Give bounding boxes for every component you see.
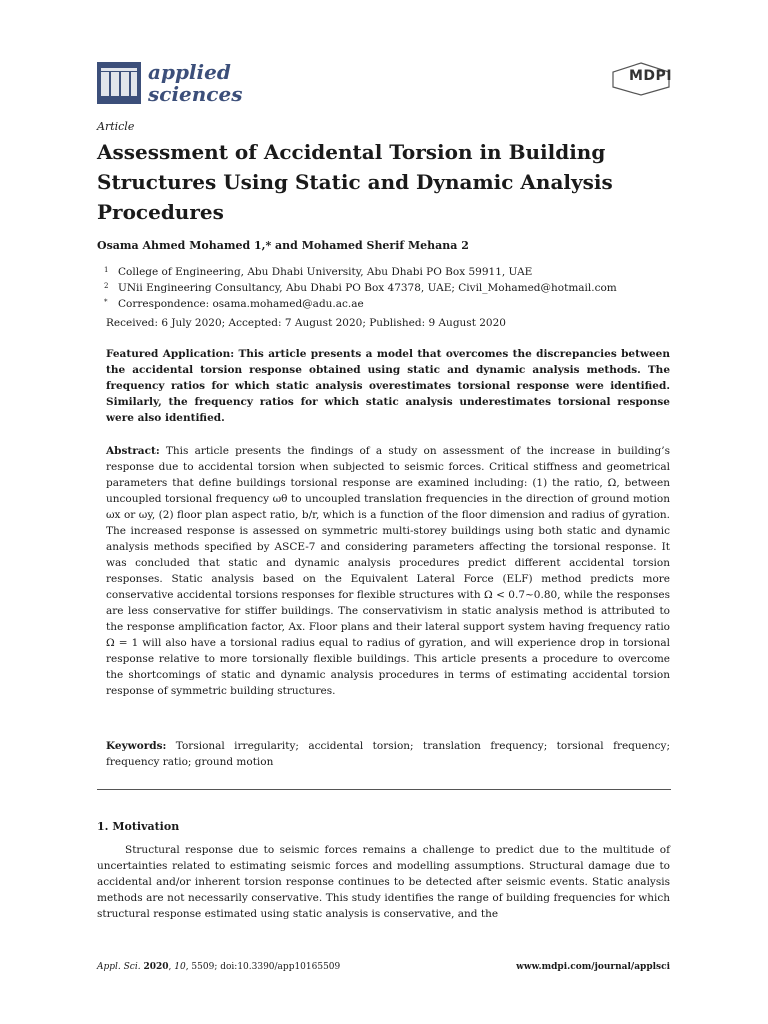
publisher-name: MDPI	[629, 68, 673, 84]
footer-year: 2020	[143, 962, 169, 972]
abstract	[106, 443, 670, 699]
author-list: Osama Ahmed Mohamed 1,* and Mohamed Sherif Mehana 2	[97, 239, 469, 252]
featured-label: Featured Application:	[106, 348, 235, 360]
section-divider	[97, 789, 671, 790]
correspondence	[104, 294, 704, 312]
featured-application	[106, 346, 670, 426]
affiliation-text: Correspondence: osama.mohamed@adu.ac.ae	[118, 298, 364, 310]
paper-title: Assessment of Accidental Torsion in Building Structures Using Static and Dynamic Analysis Procedures	[97, 140, 613, 224]
section-heading: 1. Motivation	[97, 820, 180, 833]
journal-logo-icon	[97, 62, 141, 104]
journal-name-line2: sciences	[148, 82, 243, 106]
footer-doi: , 5509; doi:10.3390/app10165509	[185, 962, 341, 972]
affiliation-mark: 1	[104, 266, 109, 274]
abstract-text: This article presents the findings of a study on assessment of the increase in building’s response due to accidental torsion when subjected to seismic forces. Critical stiffness and geometrical parameters that define buildings torsional response are examined including: (1) the ratio, Ω, between uncoupled torsional frequency ωθ to uncoupled translation frequencies in the direction of ground motion ωx or ωy, (2) floor plan aspect ratio, b/r, which is a function of the floor dimension and radius of gyration. The increased response is assessed on symmetric multi-storey buildings using both static and dynamic analysis methods specified by ASCE-7 and considering parameters affecting the torsional response. It was concluded that static and dynamic analysis procedures predict different accidental torsion responses. Static analysis based on the Equivalent Lateral Force (ELF) method predicts more conservative accidental torsions responses for flexible structures with Ω < 0.7~0.80, while the responses are less conservative for stiffer buildings. The conservativism in static analysis method is attributed to the response amplification factor, Ax. Floor plans and their lateral support system having frequency ratio Ω = 1 will also have a torsional radius equal to radius of gyration, and will experience drop in torsional response relative to more torsionally flexible buildings. This article presents a procedure to overcome the shortcomings of static and dynamic analysis procedures in terms of estimating accidental torsion response of symmetric building structures.	[106, 445, 670, 697]
abstract-label: Abstract:	[106, 445, 160, 457]
journal-url-link[interactable]: www.mdpi.com/journal/applsci	[516, 962, 670, 972]
keywords-text: Torsional irregularity; accidental torsion; translation frequency; torsional frequency; frequency ratio; ground motion	[106, 740, 670, 768]
footer-journal: Appl. Sci.	[97, 962, 141, 972]
affiliation-mark: 2	[104, 282, 109, 290]
journal-name-line1: applied	[148, 60, 231, 84]
publication-dates: Received: 6 July 2020; Accepted: 7 August 2020; Published: 9 August 2020	[106, 317, 506, 329]
featured-text: This article presents a model that overcomes the discrepancies between the accidental torsion response obtained using static and dynamic analysis methods. The frequency ratios for which static analysis overestimates torsional response were identified. Similarly, the frequency ratios for which static analysis underestimates torsional response were also identified.	[106, 348, 670, 424]
article-type: Article	[97, 120, 135, 133]
section-paragraph: Structural response due to seismic forces remains a challenge to predict due to the multitude of uncertainties related to estimating seismic forces and modelling assumptions. Structural damage due to accidental and/or inherent torsion response continues to be detected after seismic events. Static analysis methods are not necessarily conservative. This study identifies the range of building frequencies for which structural response estimated using static analysis is conservative, and the	[97, 844, 670, 920]
keywords	[106, 738, 670, 770]
citation-footer: Appl. Sci. 2020, 10, 5509; doi:10.3390/app10165509	[97, 962, 341, 972]
keywords-label: Keywords:	[106, 740, 167, 752]
affiliation-mark: *	[104, 298, 108, 306]
footer-volume: 10	[174, 962, 186, 972]
affiliation-text: College of Engineering, Abu Dhabi University, Abu Dhabi PO Box 59911, UAE	[118, 266, 533, 278]
affiliation-text: UNii Engineering Consultancy, Abu Dhabi PO Box 47378, UAE; Civil_Mohamed@hotmail.com	[118, 282, 617, 294]
